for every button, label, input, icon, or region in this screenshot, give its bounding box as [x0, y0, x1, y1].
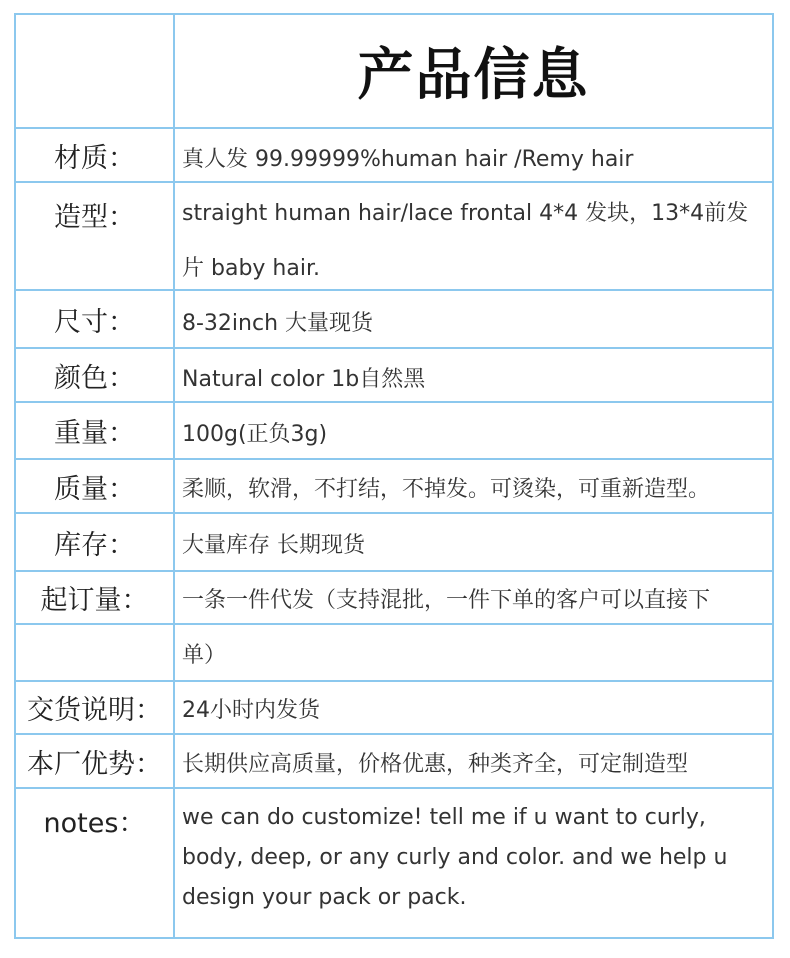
title-row [16, 15, 772, 127]
row-label: 重量： [54, 418, 135, 449]
row-label: 交货说明： [27, 695, 162, 726]
row-label: notes： [43, 808, 146, 839]
table-row-quality [16, 458, 772, 512]
table-row-style [16, 181, 772, 289]
row-value-line: straight human hair/lace frontal 4*4 发块，13*4前发 [182, 201, 749, 226]
row-value: 柔顺，软滑，不打结，不掉发。可烫染，可重新造型。 [182, 477, 711, 502]
table-row-size [16, 289, 772, 347]
table-row-weight [16, 401, 772, 458]
table-row-moq-continued [16, 623, 772, 680]
row-value: 真人发 99.99999%human hair /Remy hair [182, 147, 634, 172]
row-value: 单） [182, 643, 227, 668]
row-label: 颜色： [54, 362, 135, 394]
row-value-line: design your pack or pack. [182, 885, 467, 910]
row-label: 本厂优势： [27, 748, 162, 780]
row-label: 质量： [54, 473, 135, 505]
table-row-advantage [16, 733, 772, 787]
row-value: 100g(正负3g) [182, 422, 328, 447]
row-value-line: body, deep, or any curly and color. and we help u [182, 845, 728, 870]
row-value-line: we can do customize! tell me if u want to curly, [182, 805, 706, 830]
table-title: 产品信息 [357, 43, 590, 108]
table-row-material [16, 127, 772, 181]
row-value: 长期供应高质量，价格优惠，种类齐全，可定制造型 [182, 752, 689, 777]
table-row-moq [16, 570, 772, 623]
table-row-stock [16, 512, 772, 570]
row-label: 库存： [54, 529, 135, 561]
table-row-notes [16, 787, 772, 939]
row-label [16, 625, 173, 680]
row-value: Natural color 1b自然黑 [182, 367, 426, 392]
row-value: 8-32inch 大量现货 [182, 311, 374, 336]
row-value-line: 片 baby hair. [182, 256, 320, 281]
table-row-color [16, 347, 772, 401]
row-value: 大量库存 长期现货 [182, 533, 365, 558]
table-row-delivery [16, 680, 772, 733]
row-label: 起订量： [40, 585, 149, 616]
row-label: 尺寸： [54, 306, 135, 338]
row-label: 造型： [54, 202, 135, 233]
product-info-table [14, 13, 774, 939]
row-value: 24小时内发货 [182, 698, 320, 723]
row-label: 材质： [54, 142, 135, 174]
row-value: 一条一件代发（支持混批，一件下单的客户可以直接下 [182, 588, 711, 613]
